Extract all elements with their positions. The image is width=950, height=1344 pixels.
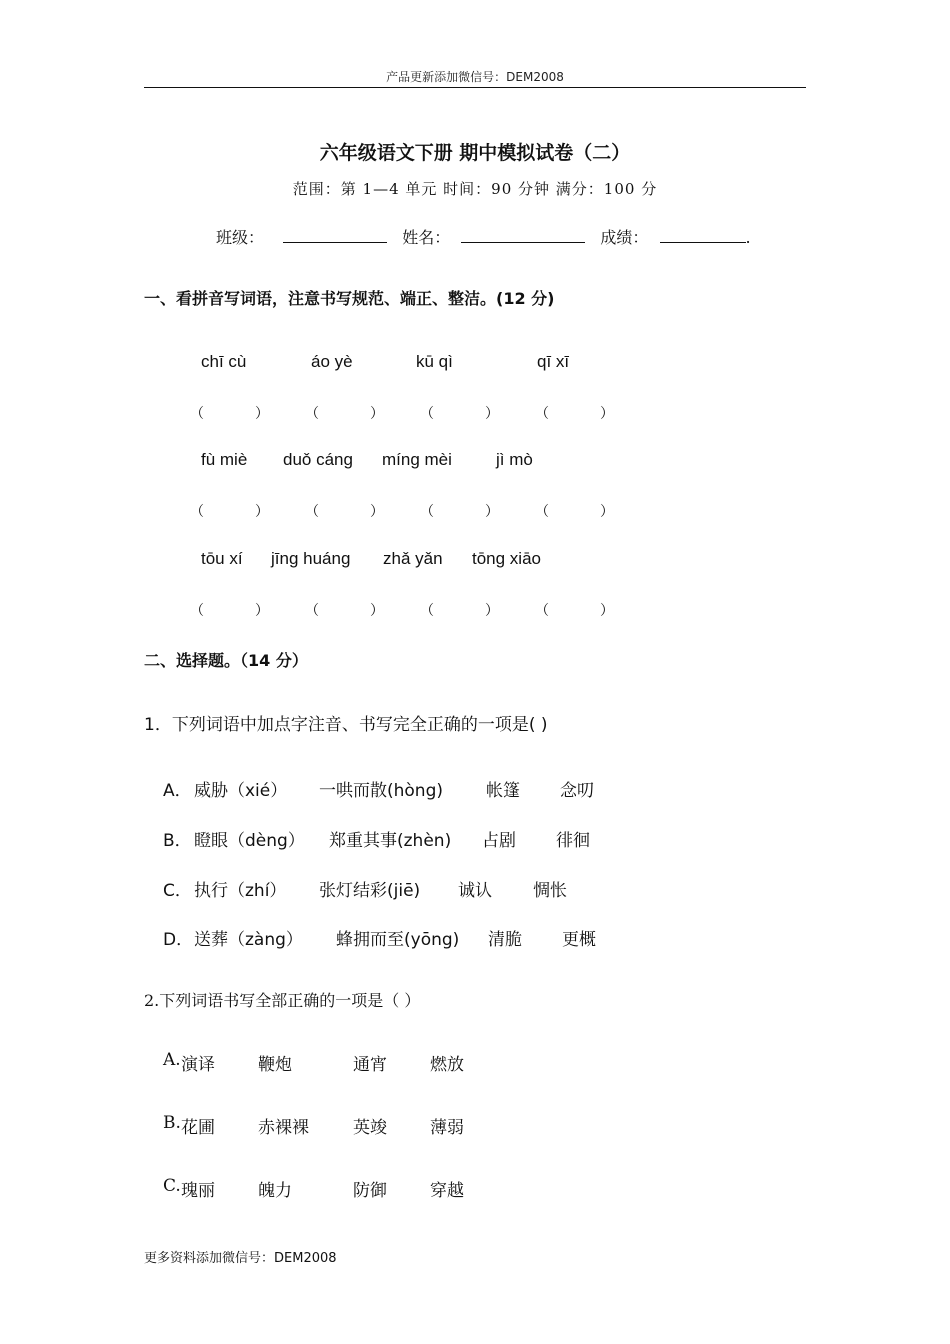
q1-option-item: 帐篷 <box>486 781 520 801</box>
answer-close-paren: ） <box>370 504 384 520</box>
score-blank[interactable] <box>660 226 746 243</box>
end-mark: . <box>745 228 751 247</box>
q2-option-label: C. <box>163 1176 181 1196</box>
q2-option-item: 演译 <box>181 1055 215 1075</box>
question-1-stem: 1．下列词语中加点字注音、书写完全正确的一项是( ) <box>144 715 548 735</box>
student-info-line <box>216 225 751 248</box>
q2-option-label: A. <box>163 1050 181 1070</box>
q1-option-item: 郑重其事(zhèn) <box>329 831 452 851</box>
pinyin-word: áo yè <box>311 352 353 371</box>
q1-option-item: 威胁（xié） <box>194 781 288 801</box>
answer-close-paren: ） <box>370 603 384 619</box>
answer-open-paren: （ <box>420 603 434 619</box>
answer-close-paren: ） <box>255 406 269 422</box>
q2-option-item: 英竣 <box>353 1118 387 1138</box>
pinyin-word: tōng xiāo <box>472 549 541 568</box>
q2-option-item: 鞭炮 <box>258 1055 292 1075</box>
answer-open-paren: （ <box>535 504 549 520</box>
q1-option-item: 张灯结彩(jiē) <box>319 881 421 901</box>
answer-close-paren: ） <box>600 504 614 520</box>
q1-option-item: 清脆 <box>488 930 522 950</box>
class-blank[interactable] <box>283 226 387 243</box>
q1-option-item: 蜂拥而至(yōng) <box>336 930 460 950</box>
name-label: 姓名： <box>402 228 451 247</box>
answer-open-paren: （ <box>190 406 204 422</box>
exam-subtitle: 范围：第 1—4 单元 时间：90 分钟 满分：100 分 <box>292 180 658 198</box>
answer-close-paren: ） <box>485 603 499 619</box>
answer-open-paren: （ <box>190 504 204 520</box>
answer-open-paren: （ <box>305 406 319 422</box>
pinyin-word: zhǎ yǎn <box>383 549 443 568</box>
pinyin-word: kū qì <box>416 352 453 371</box>
answer-open-paren: （ <box>305 603 319 619</box>
q1-option-item: 念叨 <box>560 781 594 801</box>
q1-option-label: B． <box>163 831 192 851</box>
q2-option-item: 燃放 <box>430 1055 464 1075</box>
q1-option-item: 徘徊 <box>556 831 590 851</box>
q2-option-item: 魄力 <box>258 1181 292 1201</box>
name-blank[interactable] <box>461 226 585 243</box>
q1-option-label: A． <box>163 781 192 801</box>
answer-open-paren: （ <box>535 603 549 619</box>
answer-close-paren: ） <box>485 504 499 520</box>
pinyin-word: míng mèi <box>382 450 452 469</box>
q2-option-item: 薄弱 <box>430 1118 464 1138</box>
q2-option-item: 穿越 <box>430 1181 464 1201</box>
q1-option-item: 占剧 <box>482 831 516 851</box>
q2-option-item: 瑰丽 <box>181 1181 215 1201</box>
answer-close-paren: ） <box>255 504 269 520</box>
pinyin-word: tōu xí <box>201 549 243 568</box>
q1-option-item: 瞪眼（dèng） <box>194 831 305 851</box>
page-header-text: 产品更新添加微信号：DEM2008 <box>386 70 564 84</box>
answer-open-paren: （ <box>305 504 319 520</box>
q1-option-item: 执行（zhí） <box>194 881 287 901</box>
q2-option-item: 赤裸裸 <box>258 1118 309 1138</box>
header-divider <box>144 87 806 88</box>
pinyin-word: jì mò <box>496 450 533 469</box>
q2-option-item: 通宵 <box>353 1055 387 1075</box>
answer-open-paren: （ <box>535 406 549 422</box>
section2-heading: 二、选择题。（14 分） <box>144 651 308 670</box>
q2-option-item: 花圃 <box>181 1118 215 1138</box>
answer-open-paren: （ <box>420 406 434 422</box>
section1-heading: 一、看拼音写词语，注意书写规范、端正、整洁。(12 分) <box>144 289 555 308</box>
q1-option-item: 诚认 <box>458 881 492 901</box>
exam-title: 六年级语文下册 期中模拟试卷（二） <box>319 142 631 164</box>
answer-open-paren: （ <box>420 504 434 520</box>
question-2-stem: 2.下列词语书写全部正确的一项是（ ） <box>144 991 421 1010</box>
answer-close-paren: ） <box>255 603 269 619</box>
q2-option-item: 防御 <box>353 1181 387 1201</box>
answer-close-paren: ） <box>485 406 499 422</box>
answer-close-paren: ） <box>370 406 384 422</box>
answer-open-paren: （ <box>190 603 204 619</box>
page-footer-text: 更多资料添加微信号：DEM2008 <box>144 1251 337 1266</box>
pinyin-word: jīng huáng <box>271 549 351 568</box>
answer-close-paren: ） <box>600 406 614 422</box>
score-label: 成绩： <box>600 228 649 247</box>
pinyin-word: duǒ cáng <box>283 450 353 469</box>
q1-option-item: 一哄而散(hòng) <box>319 781 444 801</box>
q1-option-item: 送葬（zàng） <box>194 930 303 950</box>
q1-option-label: C． <box>163 881 192 901</box>
pinyin-word: qī xī <box>537 352 570 371</box>
q1-option-label: D． <box>163 930 194 950</box>
q1-option-item: 惆怅 <box>533 881 567 901</box>
class-label: 班级： <box>216 228 265 247</box>
pinyin-word: fù miè <box>201 450 248 469</box>
answer-close-paren: ） <box>600 603 614 619</box>
pinyin-word: chī cù <box>201 352 247 371</box>
q1-option-item: 更概 <box>562 930 596 950</box>
q2-option-label: B. <box>163 1113 181 1133</box>
